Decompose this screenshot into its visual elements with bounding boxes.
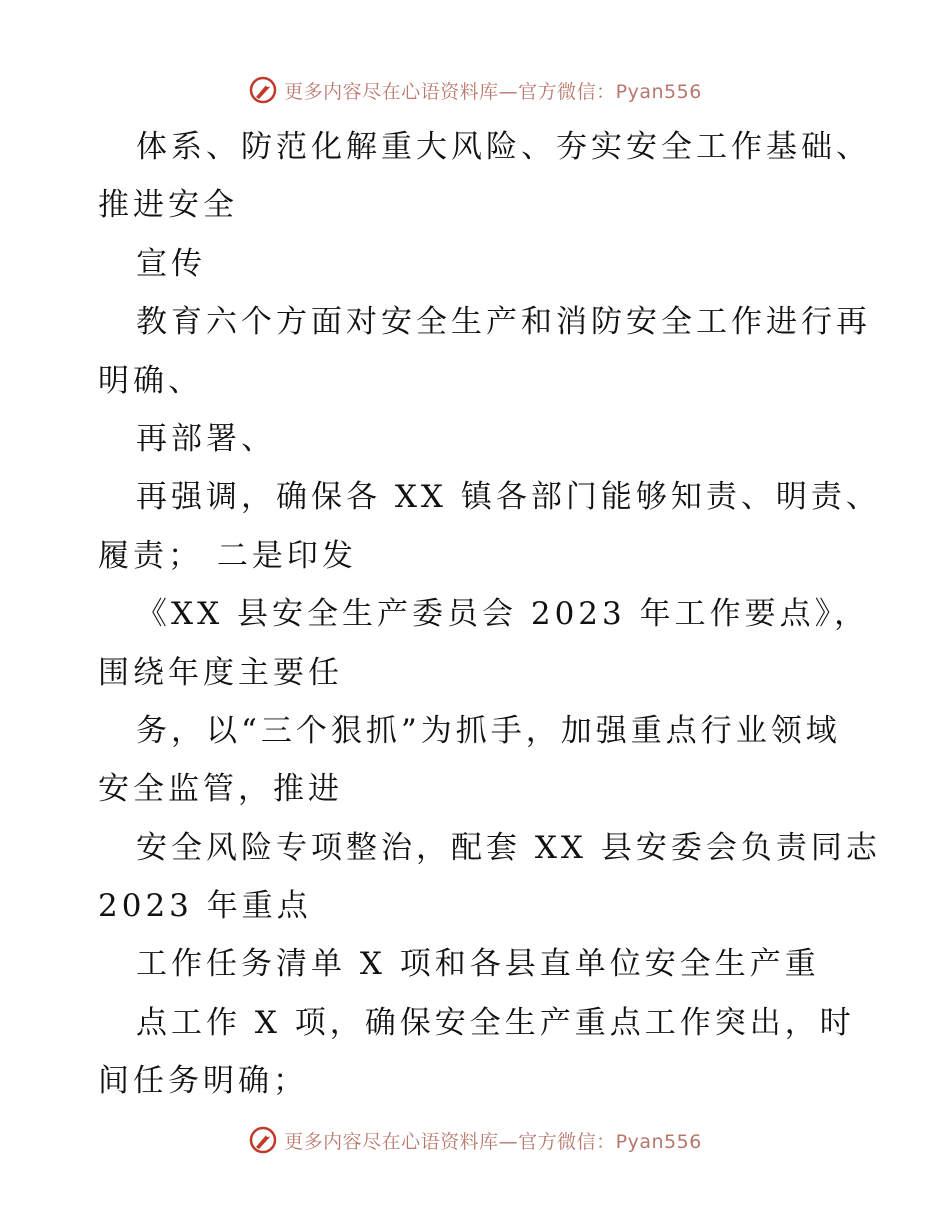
footer-banner-text: 更多内容尽在心语资料库—官方微信：Pyan556 — [284, 1130, 702, 1153]
pen-nib-logo-icon — [248, 1125, 278, 1155]
text-line: 安全风险专项整治，配套 XX 县安委会负责同志 — [136, 829, 881, 866]
text-line: 宣传 — [136, 245, 206, 282]
text-line: 务，以“三个狠抓”为抓手，加强重点行业领域 — [136, 712, 841, 749]
text-line: 教育六个方面对安全生产和消防安全工作进行再 — [136, 304, 871, 341]
header-banner — [0, 70, 950, 110]
text-line: 体系、防范化解重大风险、夯实安全工作基础、 — [136, 129, 871, 165]
text-line: 间任务明确； — [98, 1063, 308, 1100]
text-line: 履责； 二是印发 — [98, 537, 357, 574]
text-line: 再部署、 — [136, 420, 276, 457]
document-body — [98, 118, 881, 1111]
text-line: 工作任务清单 X 项和各县直单位安全生产重 — [136, 946, 820, 983]
footer-banner — [0, 1120, 950, 1160]
text-line: 《XX 县安全生产委员会 2023 年工作要点》， — [136, 596, 870, 633]
text-line: 明确、 — [98, 362, 203, 399]
pen-nib-logo-icon — [248, 75, 278, 105]
text-line: 2023 年重点 — [98, 888, 312, 925]
text-line: 点工作 X 项，确保安全生产重点工作突出，时 — [136, 1004, 855, 1041]
text-line: 安全监管，推进 — [98, 771, 343, 808]
text-line: 推进安全 — [98, 187, 238, 224]
text-line: 围绕年度主要任 — [98, 654, 343, 691]
header-banner-text: 更多内容尽在心语资料库—官方微信：Pyan556 — [284, 80, 702, 103]
text-line: 再强调，确保各 XX 镇各部门能够知责、明责、 — [136, 479, 881, 516]
